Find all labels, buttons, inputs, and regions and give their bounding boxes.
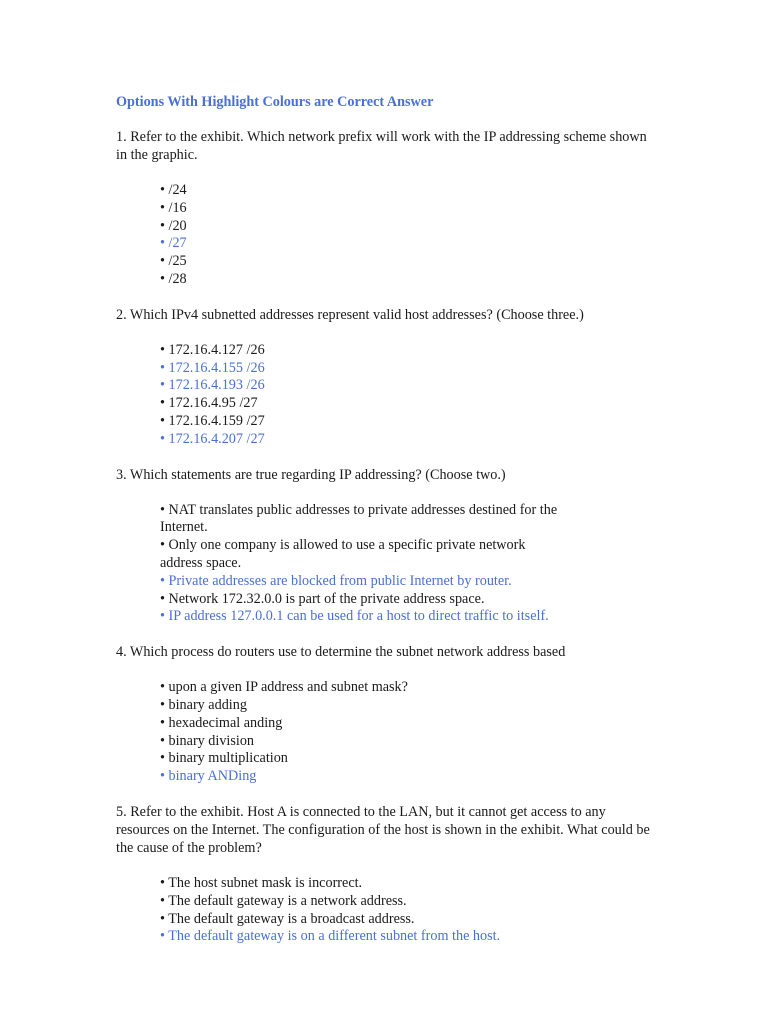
option-item-correct: • binary ANDing xyxy=(160,768,257,785)
option-item: • The host subnet mask is incorrect. xyxy=(160,874,363,891)
option-item: • binary division xyxy=(160,732,255,749)
option-item-correct: • 172.16.4.207 /27 xyxy=(160,430,265,447)
option-item-correct: • /27 xyxy=(160,235,187,252)
option-item: • binary multiplication xyxy=(160,750,288,767)
option-item: • /28 xyxy=(160,270,187,287)
option-item-correct: • IP address 127.0.0.1 can be used for a host to direct traffic to itself. xyxy=(160,608,549,625)
options-list xyxy=(116,342,656,449)
question-text: 3. Which statements are true regarding IP addressing? (Choose two.) xyxy=(116,466,506,483)
question-4 xyxy=(116,643,656,786)
option-item: • /25 xyxy=(160,253,187,270)
question-2 xyxy=(116,306,656,449)
option-item: • The default gateway is a network address. xyxy=(160,892,407,909)
document-page xyxy=(116,93,656,963)
options-list xyxy=(116,502,656,627)
question-1 xyxy=(116,128,656,289)
question-5 xyxy=(116,803,656,946)
option-item: • binary adding xyxy=(160,696,247,713)
options-list xyxy=(116,182,656,289)
option-item: • Only one company is allowed to use a specific private network address space. xyxy=(160,537,526,571)
question-text: 2. Which IPv4 subnetted addresses represent valid host addresses? (Choose three.) xyxy=(116,306,584,323)
option-item: • /16 xyxy=(160,199,187,216)
option-item: • /20 xyxy=(160,217,187,234)
option-item-correct: • 172.16.4.155 /26 xyxy=(160,359,265,376)
option-item: • 172.16.4.127 /26 xyxy=(160,341,265,358)
option-item: • /24 xyxy=(160,182,187,198)
option-item-correct: • 172.16.4.193 /26 xyxy=(160,377,265,394)
option-item: • hexadecimal anding xyxy=(160,714,283,731)
option-item: • upon a given IP address and subnet mask? xyxy=(160,679,408,696)
page-heading: Options With Highlight Colours are Correct Answer xyxy=(116,94,434,110)
option-item: • Network 172.32.0.0 is part of the private address space. xyxy=(160,590,485,607)
question-text: 4. Which process do routers use to determine the subnet network address based xyxy=(116,644,566,661)
question-text: 1. Refer to the exhibit. Which network prefix will work with the IP addressing scheme shown in the graphic. xyxy=(116,129,647,163)
option-item: • The default gateway is a broadcast address. xyxy=(160,910,415,927)
question-3 xyxy=(116,466,656,627)
option-item: • 172.16.4.95 /27 xyxy=(160,395,258,412)
option-item-correct: • The default gateway is on a different subnet from the host. xyxy=(160,928,501,945)
option-item: • NAT translates public addresses to private addresses destined for the Internet. xyxy=(160,501,558,536)
option-item-correct: • Private addresses are blocked from public Internet by router. xyxy=(160,572,512,589)
options-list xyxy=(116,679,656,786)
question-text: 5. Refer to the exhibit. Host A is connected to the LAN, but it cannot get access to any resources on the Internet. The configuration of the host is shown in the exhibit. What could be the cause of the problem? xyxy=(116,803,650,856)
option-item: • 172.16.4.159 /27 xyxy=(160,412,265,429)
options-list xyxy=(116,875,656,946)
